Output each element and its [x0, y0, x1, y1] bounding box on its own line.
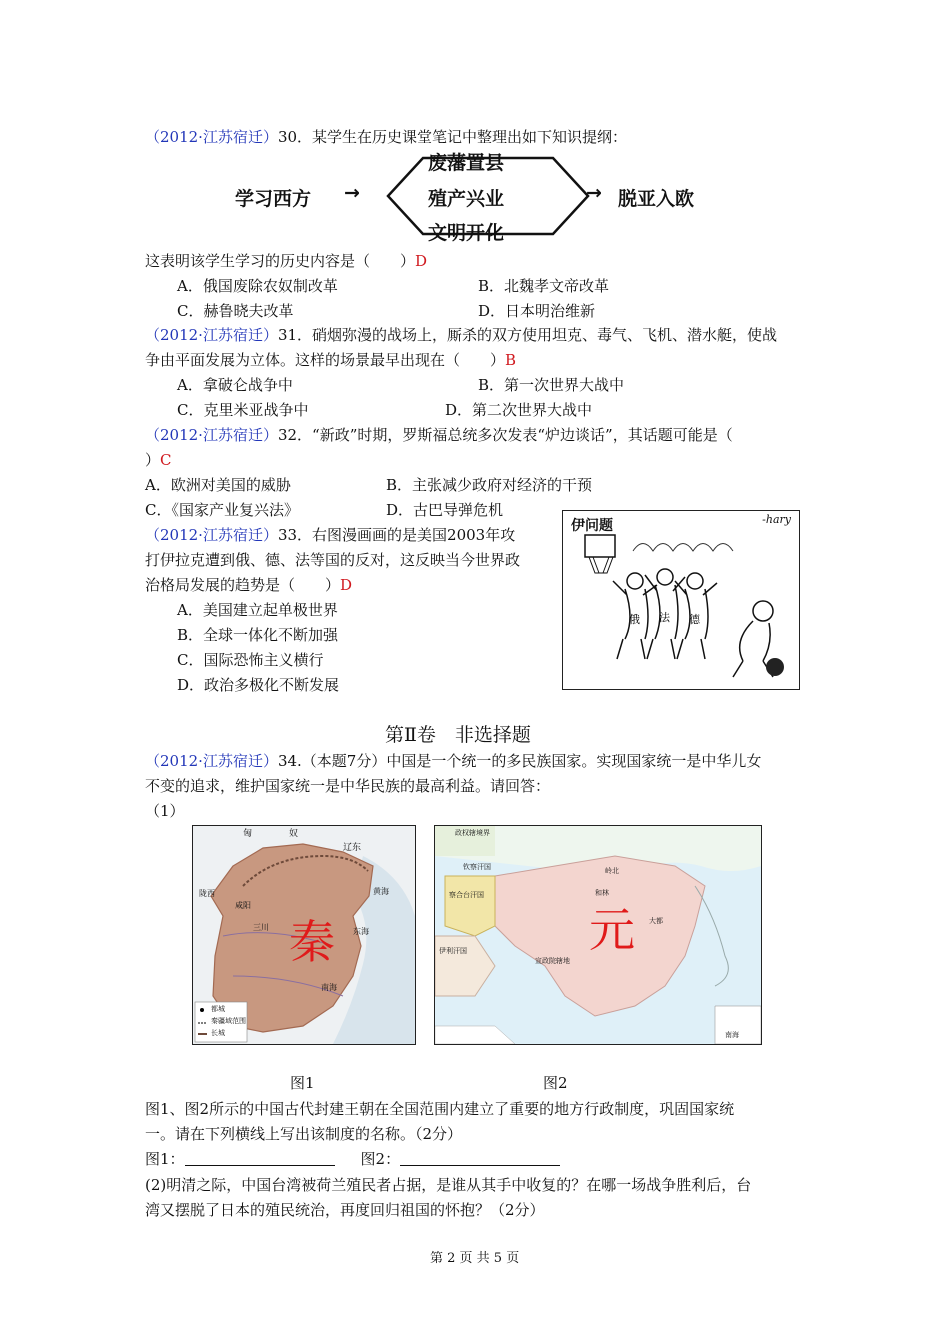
qin-place-1: 匈 — [243, 829, 253, 839]
q34-line-1 — [145, 750, 761, 772]
q30-question: 这表明该学生学习的历史内容是（ ） — [145, 252, 416, 270]
q34-line-2: 不变的追求，维护国家统一是中华民族的最高利益。请回答： — [145, 777, 551, 795]
q33-text-3: 治格局发展的趋势是（ ） — [145, 576, 341, 594]
cartoon-signature: -hary — [762, 513, 791, 526]
q31-line-1 — [145, 324, 777, 346]
q32-line-1 — [145, 424, 733, 446]
qin-place-4: 陇西 — [199, 889, 215, 898]
q31-text-1: 31．硝烟弥漫的战场上，厮杀的双方使用坦克、毒气、飞机、潜水艇，使战 — [277, 326, 778, 344]
q32-line-2 — [145, 449, 172, 471]
qin-legend-1: 都城 — [211, 1005, 225, 1013]
q30-question-line — [145, 250, 427, 272]
qin-place-6: 三川 — [253, 923, 269, 932]
q34-text-1: 34.（本题7分）中国是一个统一的多民族国家。实现国家统一是中华儿女 — [277, 752, 762, 770]
q32-option-b: B．主张减少政府对经济的干预 — [386, 476, 593, 494]
diagram-arrow-left: → — [344, 182, 360, 204]
q30-answer: D — [415, 252, 428, 270]
q30-stem-line — [145, 126, 627, 148]
q30-option-d: D．日本明治维新 — [478, 302, 596, 320]
q32-option-c: C．《国家产业复兴法》 — [145, 501, 299, 519]
yuan-place-6: 大都 — [649, 917, 663, 925]
yuan-place-2: 察合台汗国 — [449, 891, 484, 899]
q32-option-d: D．古巴导弹危机 — [386, 501, 504, 519]
qin-place-5: 咸阳 — [235, 901, 251, 910]
q32-answer: C — [160, 451, 172, 469]
q30-stem: 30．某学生在历史课堂笔记中整理出如下知识提纲： — [277, 128, 628, 146]
cartoon-title: 伊问题 — [571, 518, 613, 534]
q34-part2-line-1: (2)明清之际，中国台湾被荷兰殖民者占据，是谁从其手中收复的？在哪一场战争胜利后，台 — [145, 1176, 752, 1194]
q34-text1: 图1、图2所示的中国古代封建王朝在全国范围内建立了重要的地方行政制度，巩固国家统 — [145, 1100, 735, 1118]
q33-option-b: B．全球一体化不断加强 — [177, 626, 339, 644]
q31-option-c: C．克里米亚战争中 — [177, 401, 309, 419]
yuan-place-8: 南海 — [725, 1031, 739, 1039]
q33-cartoon — [562, 510, 800, 690]
map2-caption: 图2 — [543, 1074, 568, 1092]
yuan-label: 元 — [589, 903, 635, 957]
qin-legend-2: 秦疆域范围 — [211, 1017, 246, 1025]
q34-part2-line-2: 湾又摆脱了日本的殖民统治，再度回归祖国的怀抱？（2分） — [145, 1201, 545, 1219]
q33-line-2 — [145, 549, 520, 571]
map-yuan — [434, 825, 762, 1045]
q31-text-2: 争由平面发展为立体。这样的场景最早出现在（ ） — [145, 351, 506, 369]
q31-option-b: B．第一次世界大战中 — [478, 376, 625, 394]
map-qin — [192, 825, 416, 1045]
diagram-right-label: 脱亚入欧 — [618, 188, 695, 210]
map1-caption: 图1 — [290, 1074, 315, 1092]
fig1-label: 图1： — [145, 1150, 185, 1168]
q33-text-1: 33．右图漫画画的是美国2003年攻 — [277, 526, 516, 544]
q33-text-2: 打伊拉克遭到俄、德、法等国的反对，这反映当今世界政 — [145, 551, 521, 569]
diagram-middle-3: 文明开化 — [428, 222, 505, 244]
q32-option-a: A．欧洲对美国的威胁 — [145, 476, 291, 494]
diagram-middle-1: 废藩置县 — [428, 152, 505, 174]
q34-part1-label: （1） — [145, 802, 185, 820]
diagram-left-label: 学习西方 — [235, 188, 312, 210]
q31-line-2 — [145, 349, 516, 371]
qin-label: 秦 — [289, 915, 335, 969]
yuan-place-3: 伊利汗国 — [439, 947, 467, 955]
q32-text-1: 32．“新政”时期，罗斯福总统多次发表“炉边谈话”，其话题可能是（ — [277, 426, 733, 444]
q30-source: （2012·江苏宿迁） — [145, 128, 278, 146]
q30-diagram — [230, 148, 730, 244]
q30-option-c: C．赫鲁晓夫改革 — [177, 302, 294, 320]
yuan-place-1: 钦察汗国 — [463, 863, 491, 871]
fig1-answer-blank[interactable] — [185, 1151, 335, 1166]
q31-source: （2012·江苏宿迁） — [145, 326, 278, 344]
cartoon-player-3: 德 — [689, 613, 700, 626]
q31-answer: B — [505, 351, 517, 369]
q33-line-1 — [145, 524, 515, 546]
yuan-legend: 政权辖境界 — [455, 829, 490, 837]
qin-place-3: 辽东 — [343, 843, 362, 853]
q31-option-d: D．第二次世界大战中 — [445, 401, 593, 419]
yuan-place-4: 岭北 — [605, 867, 619, 875]
cartoon-player-2: 法 — [659, 611, 670, 624]
q30-option-b: B．北魏孝文帝改革 — [478, 277, 610, 295]
q33-answer: D — [340, 576, 353, 594]
qin-place-9: 黄海 — [373, 887, 389, 896]
qin-legend-3: 长城 — [211, 1029, 225, 1037]
qin-place-8: 东海 — [353, 927, 369, 936]
section-heading: 第Ⅱ卷 非选择题 — [385, 724, 531, 746]
diagram-middle-2: 殖产兴业 — [428, 188, 505, 210]
q34-source: （2012·江苏宿迁） — [145, 752, 278, 770]
page-footer: 第 2 页 共 5 页 — [430, 1251, 520, 1266]
q30-option-a: A．俄国废除农奴制改革 — [177, 277, 338, 295]
q31-option-a: A．拿破仑战争中 — [177, 376, 293, 394]
q33-option-d: D．政治多极化不断发展 — [177, 676, 340, 694]
q34-text2: 一。请在下列横线上写出该制度的名称。（2分） — [145, 1125, 463, 1143]
fig2-answer-blank[interactable] — [400, 1151, 560, 1166]
qin-place-2: 奴 — [289, 829, 299, 839]
diagram-arrow-right: → — [586, 182, 602, 204]
fig2-label: 图2： — [360, 1150, 401, 1168]
q34-answer-line — [145, 1148, 560, 1170]
cartoon-drawing — [563, 511, 799, 689]
q33-option-a: A．美国建立起单极世界 — [177, 601, 338, 619]
qin-place-7: 南海 — [321, 983, 337, 992]
cartoon-player-1: 俄 — [629, 613, 640, 626]
yuan-place-7: 宣政院辖地 — [535, 957, 570, 965]
q32-source: （2012·江苏宿迁） — [145, 426, 278, 444]
q33-line-3 — [145, 574, 352, 596]
q33-source: （2012·江苏宿迁） — [145, 526, 278, 544]
q33-option-c: C．国际恐怖主义横行 — [177, 651, 324, 669]
yuan-place-5: 和林 — [595, 889, 609, 897]
q32-text-2: ） — [145, 451, 161, 469]
